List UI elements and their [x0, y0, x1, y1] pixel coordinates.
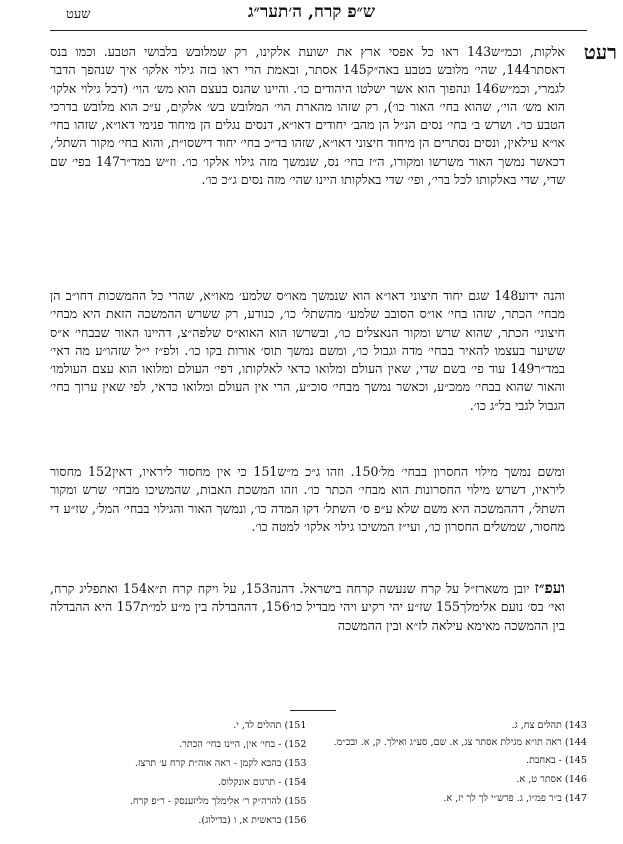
- paragraph: [50, 579, 565, 635]
- footnote-column-right: [331, 716, 588, 830]
- paragraph: [50, 286, 565, 415]
- footnote: 151) תהלים לד, י.: [233, 720, 307, 731]
- footnote: 152) - בחי׳ אין, היינו בחי׳ הכתר.: [179, 739, 307, 750]
- footnote: 145) - באחבת.: [526, 755, 587, 766]
- paragraph: [50, 462, 565, 536]
- footnote: 143) תהלים צח, ג.: [511, 720, 587, 731]
- paragraph-lead: ועפ״ז: [534, 579, 566, 597]
- paragraph-text: יובן משארז״ל על קרח שנעשה קרחה בישראל. דהנה153, על ויקח קרח ת״א154 ואתפליג קרח, ואי׳ בס׳ נועם אלימלך155 שז״ע יהי רקיע ויהי מבדיל כו׳156, דההבדלה בין מ״ע למ״ת157 היא ההבדלה בין ההמשכה מאימא עילאה לז״א ובין ההמשכה: [50, 581, 565, 633]
- paragraph-text: אלקות, וכמ״ש143 ראו כל אפסי ארץ את ישועת אלקינו, רק שמלובש בלבושי הטבע. וכמו בנס דאסתר144, שהי׳ מלובש בטבע באה״ק145 אסתר, ובאמת הרי ראו בזה גילוי אלקו׳ איך שנהפך הדבר לגמרי, וכמ״ש146 ונהפוך הוא אשר ישלטו היהודים כו׳. והיינו שהנס בעצם הוא מש׳ הוי׳ (דכל גילוי אלקו׳ הוא מש׳ הוי׳, שהוא בחי׳ האור כו׳), רק שזהו מהארת הוי׳ המלובש בש׳ אלקים, ע״כ הוא מלובש בדרכי הטבע כו׳. ושרש ב׳ בחי׳ נסים הנ״ל הן מהב׳ יחודים דאו״א, דנסים נגלים הן מיחוד פנימי דאו״א, שזהו בחי׳ או״א עילאין, ונסים נסתרים הן מיחוד חיצוני דאו״א, שזהו בד״כ בחי׳ יחוד דישסו״ת, והוא בחי׳ מקור השתל׳, דכאשר נמשך האור משרשו ומקורו, ה״ז בחי׳ נס, שנמשך מזה גילוי אלקו׳ כו׳. וז״ש במד״ר147 בפי׳ שם שדי, שדי באלקותו לכל ברי׳, ופי׳ שדי באלקותו היינו שהי׳ מזה נסים ג״כ כו׳.: [50, 44, 566, 188]
- footnote: 156) בראשית א, ו (בדילוג).: [198, 815, 307, 826]
- footnote: 144) ראה תו״א מגילת אסתר צג, א. שם, סע״ג ואילך. ק, א. ובכ״מ.: [333, 737, 587, 748]
- paragraph: [50, 42, 565, 189]
- footnote: 155) להרה״ק ר׳ אלימלך מליזענסק - ר״פ קרח.: [129, 796, 307, 807]
- footnotes: [50, 716, 587, 830]
- running-title: ש״פ קרח, ה׳תער״ג: [247, 2, 376, 22]
- footnote: 146) אסתר ט, א.: [516, 774, 587, 785]
- paragraph-text: ומשם נמשך מילוי החסרון בבחי׳ מל׳150. וזהו ג״כ מ״ש151 כי אין מחסור ליראיו, דאין152 מחסור ליראיו, דשרש מילוי החסרונות הוא מבחי׳ הכתר כו׳. וזהו המשכת האבות, שהמשיכו מבחי׳ שרש ומקור השתל׳, דההמשכה היא משם שלא ע״פ ס׳ השתל׳ דקו המדה כו׳, ונמשך האור והגילוי בבחי׳ המל׳, שז״ע די מחסור, שמשלים החסרון כו׳, ועי״ז המשיכו גילוי אלקו׳ למטה כו׳.: [50, 464, 566, 534]
- footnote-rule: [290, 710, 336, 711]
- footnote: 153) בהבא לקמן - ראה אוה״ת קרח ע׳ תרצז.: [134, 758, 307, 769]
- footnote: 154) - תרגום אונקלוס.: [217, 777, 307, 788]
- margin-mark: רעט: [583, 40, 617, 64]
- page-number: שעט: [66, 7, 91, 22]
- footnote: 147) ב״ר פמ״ו, ג. פרש״י לך לך יז, א.: [443, 793, 587, 804]
- footnote-column-left: [50, 716, 307, 830]
- paragraph-text: והנה ידוע148 שגם יחוד חיצוני דאו״א הוא שנמשך מאו״ס שלמע׳ מאו״א, שהרי כל ההמשכות דחו״ב הן מבחי׳ הכתר, שזהו בחי׳ או״ס הסובב שלמע׳ מהשתל׳ כו׳, כנודע, רק ששרש ההמשכה הזאת היא מבחי׳ חיצוני׳ הכתר, שהוא שרש ומקור הנאצלים כו׳, ובשרשו הוא האוא״ס שלפה״צ, דהיינו האור שבבחי׳ א״ס ששיער בעצמו להאיר בבחי׳ מדה וגבול כו׳, ומשם נמשך תוס׳ אורות בקו כו׳. ולפ״ז י״ל שזהו״ע מה דאי׳ במד״ר149 עוד פי׳ בשם שדי, שאין העולם ומלואו כדאי לאלקותו, דפי׳ העולם ומלואו הוא עצם העולמו׳ והאור שהוא בבחי׳ ממכ״ע, וכאשר נמשך מבחי׳ סוכ״ע, הרי אין העולם ומלואו כדאי, לפי שאין ערוך בחי׳ הגבול לגבי בל״ג כו׳.: [50, 288, 565, 413]
- header-rule: [50, 30, 587, 31]
